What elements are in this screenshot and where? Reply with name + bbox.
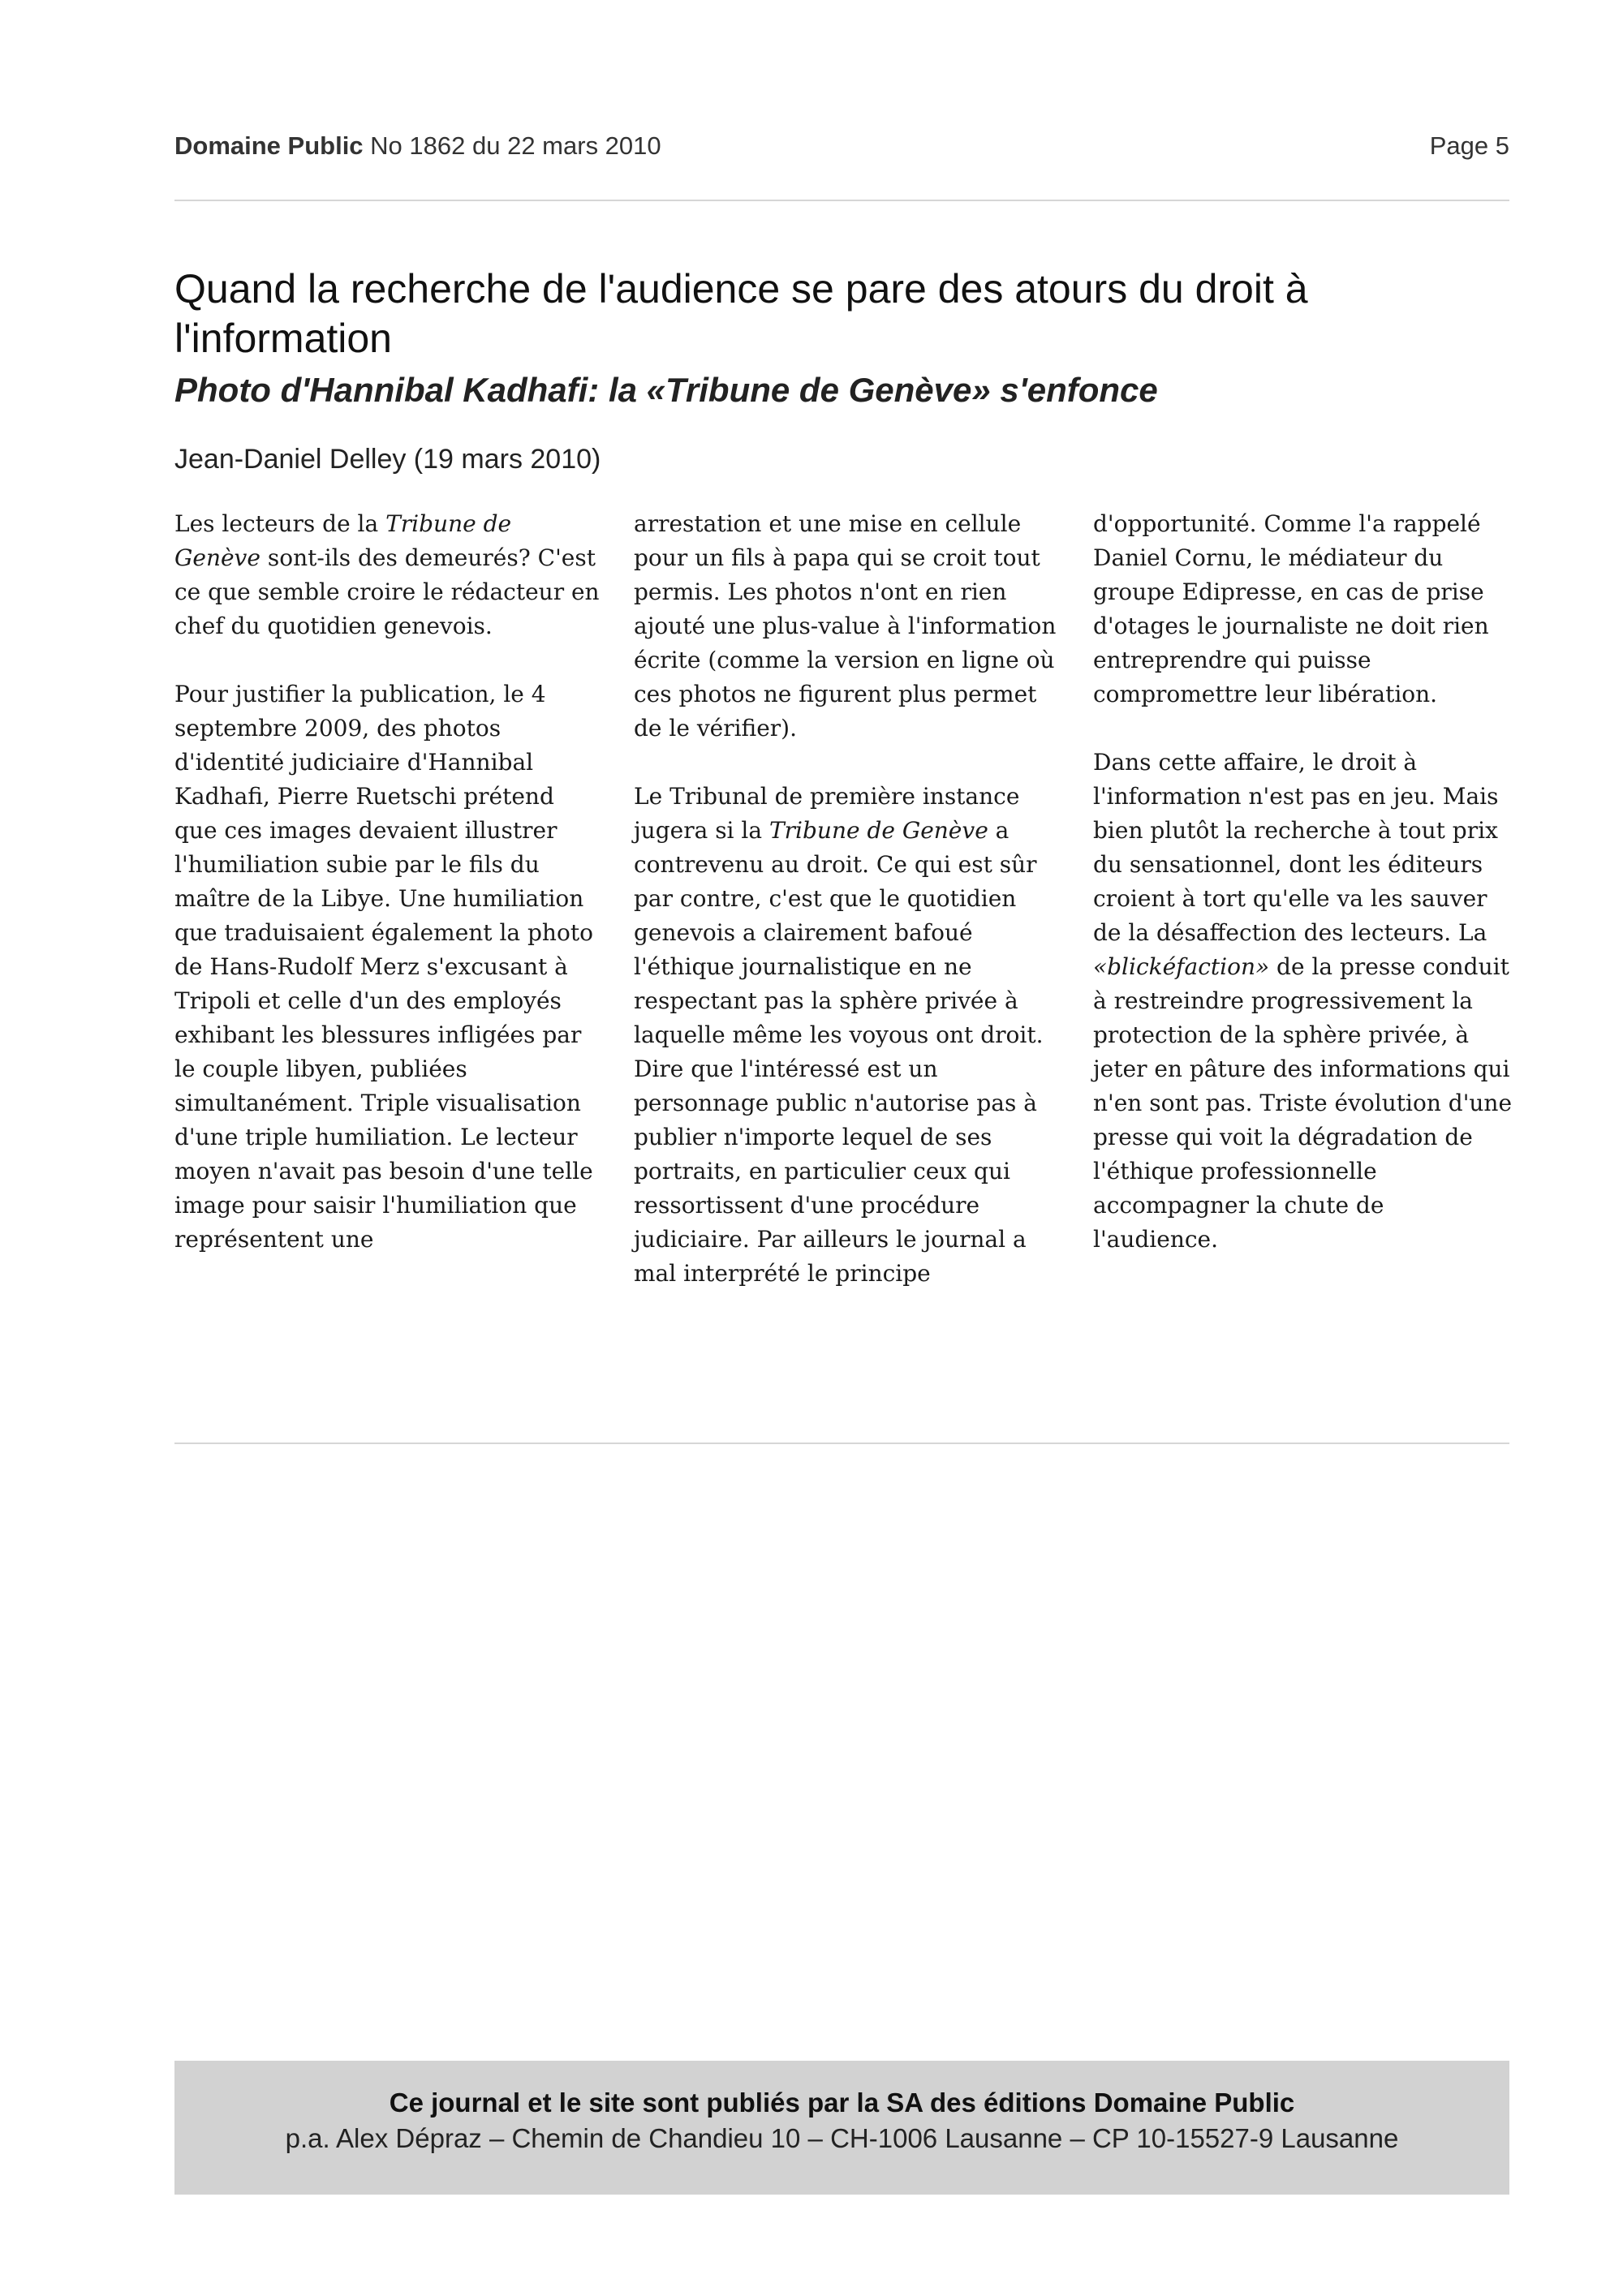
article-column-3 xyxy=(1093,507,1515,1291)
emphasized-term: «blickéfaction» xyxy=(1093,953,1270,980)
text-run: sont-ils des demeurés? C'est ce que semble croire le rédacteur en chef du quotidien genevois. xyxy=(174,544,600,639)
article-paragraph: d'opportunité. Comme l'a rappelé Daniel Cornu, le médiateur du groupe Edipresse, en cas de prise d'otages le journaliste ne doit rien entreprendre qui puisse compromettre leur libération. xyxy=(1093,510,1489,707)
article-subtitle: Photo d'Hannibal Kadhafi: la «Tribune de Genève» s'enfonce xyxy=(174,371,1158,409)
article-column-2 xyxy=(634,507,1060,1325)
text-run: Le Tribunal de première instance jugera si la xyxy=(634,783,1020,844)
publication-name: Domaine Public xyxy=(174,131,364,160)
text-run: de la presse conduit à restreindre progressivement la protection de la sphère privée, à jeter en pâture des informations qui n'en sont pas. Triste évolution d'une presse qui voit la dégradation de l'éthique professionnelle accompagner la chute de l'audience. xyxy=(1093,953,1513,1253)
article-title: Quand la recherche de l'audience se pare des atours du droit à l'information xyxy=(174,266,1308,361)
article-paragraph xyxy=(1093,746,1515,1257)
publication-reference: Tribune de Genève xyxy=(768,817,988,844)
text-run: a contrevenu au droit. Ce qui est sûr par contre, c'est que le quotidien genevois a clairement bafoué l'éthique journalistique en ne respectant pas la sphère privée à laquelle même les voyous ont droit. Dire que l'intéressé est un personnage public n'autorise pas à publier n'importe lequel de ses portraits, en particulier ceux qui ressortissent d'une procédure judiciaire. Par ailleurs le journal a mal interprété le principe xyxy=(634,817,1044,1287)
header-divider xyxy=(174,200,1509,201)
text-run: Les lecteurs de la xyxy=(174,510,386,537)
article-byline: Jean-Daniel Delley (19 mars 2010) xyxy=(174,444,601,475)
page-number: Page 5 xyxy=(1429,131,1509,160)
footer-publisher-line: Ce journal et le site sont publiés par la SA des éditions Domaine Public xyxy=(389,2087,1295,2118)
footer-address-line: p.a. Alex Dépraz – Chemin de Chandieu 10 – CH-1006 Lausanne – CP 10-15527-9 Lausanne xyxy=(285,2123,1399,2153)
article-column-1 xyxy=(174,507,601,1291)
page-header xyxy=(174,131,1509,170)
text-run: Dans cette affaire, le droit à l'information n'est pas en jeu. Mais bien plutôt la recherche à tout prix du sensationnel, dont les éditeurs croient à tort qu'elle va les sauver de la désaffection des lecteurs. La xyxy=(1093,749,1499,946)
publication-reference: Tribune de Genève xyxy=(174,510,512,571)
article-paragraph xyxy=(634,780,1060,1291)
article-paragraph xyxy=(174,507,601,643)
article-paragraph: arrestation et une mise en cellule pour un fils à papa qui se croit tout permis. Les photos n'ont en rien ajouté une plus-value à l'information écrite (comme la version en ligne où ces photos ne figurent plus permet de le vérifier). xyxy=(634,510,1057,742)
publisher-footer xyxy=(174,2061,1509,2195)
article-paragraph: Pour justifier la publication, le 4 septembre 2009, des photos d'identité judiciaire d'Hannibal Kadhafi, Pierre Ruetschi prétend que ces images devaient illustrer l'humiliation subie par le fils du maître de la Libye. Une humiliation que traduisaient également la photo de Hans-Rudolf Merz s'excusant à Tripoli et celle d'un des employés exhibant les blessures infligées par le couple libyen, publiées simultanément. Triple visualisation d'une triple humiliation. Le lecteur moyen n'avait pas besoin d'une telle image pour saisir l'humiliation que représentent une xyxy=(174,681,593,1253)
article-end-divider xyxy=(174,1443,1509,1444)
issue-info: No 1862 du 22 mars 2010 xyxy=(370,131,661,160)
